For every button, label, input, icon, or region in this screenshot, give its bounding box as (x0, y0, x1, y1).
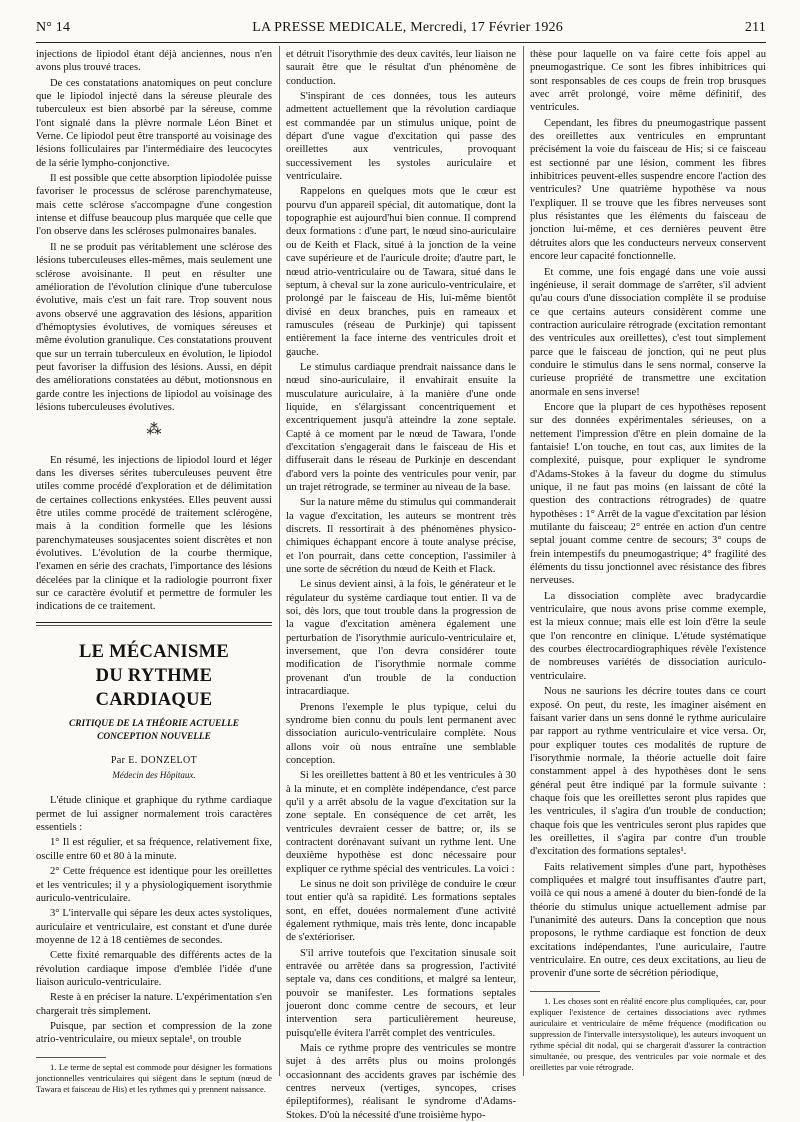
paragraph: Le sinus ne doit son privilège de conduire le cœur tout entier qu'à sa rapidité. Les formations septales sont, en effet, douées normalement d'une activité également rythmique, mais très lente, donc incapable de s'extérioriser. (286, 878, 516, 944)
paragraph: Cette fixité remarquable des différents actes de la révolution cardiaque impose d'emblée l'idée d'une liaison auriculo-ventriculaire. (36, 950, 272, 988)
footnote: 1. Le terme de septal est commode pour désigner les formations jonctionnelles ventriculaires qui siègent dans le septum (nœud de Tawara et faisceau de His) et les rythmes qui y prennent naissance. (36, 1061, 272, 1094)
paragraph: Cependant, les fibres du pneumogastrique passent des oreillettes aux ventricules en empruntant précisément la voie du faisceau de His; si ce faisceau est sectionné par une lésion, comment les fibres inhibitrices peuvent-elles suspendre encore l'action des ventricules? Une quatrième hypothèse va nous l'expliquer. Il se trouve que les fibres nerveuses sont plus résistantes que les éléments du faisceau de jonction lui-même, et ces dernières peuvent être détruites alors que les conducteurs nerveux conservent encore leur capacité fonctionnelle. (530, 117, 766, 263)
paragraph: De ces constatations anatomiques on peut conclure que le lipiodol injecté dans la séreuse pleurale des tuberculeux est bien absorbé par la séreuse, comme l'ont signalé dans la plèvre normale Léon Binet et Verne. Ce lipiodol peut être transporté au voisinage des lésions folliculaires par l'intermédiaire des leucocytes de la série lympho-conjonctive. (36, 77, 272, 169)
paragraph: Sur la nature même du stimulus qui commanderait la vague d'excitation, les auteurs se montrent très discrets. Il ressortirait à des phénomènes physico-chimiques échappant encore à toute analyse précise, et l'on pourrait, dans cette conception, l'assimiler à une sorte de sécrétion du nœud de Keith et Flack. (286, 497, 516, 576)
paragraph: Si les oreillettes battent à 80 et les ventricules à 30 à la minute, et en complète indépendance, c'est parce qu'il y a arrêt absolu de la vague d'excitation sur la zone septale. En conséquence de cet arrêt, les ventricules devraient cesser de battre; or, ils se contractent dorénavant suivant un rythme lent. Une deuxième hypothèse est donc nécessaire pour expliquer ce rythme spécial des ventricules. La voici : (286, 770, 516, 875)
article-divider-thin (36, 625, 272, 626)
paragraph: L'étude clinique et graphique du rythme cardiaque permet de lui assigner normalement trois caractères essentiels : (36, 795, 272, 834)
article-title-line-1: LE MÉCANISME (78, 641, 230, 662)
column-rule-left (279, 46, 280, 1076)
paragraph: La dissociation complète avec bradycardie ventriculaire, que nous avons prise comme exemple, est la mieux connue; mais elle est loin d'être la seule que l'on rencontre en clinique. L'étude systématique des courbes électrocardiographiques révèle l'existence de nombreuses variétés de dissociation auriculo-ventriculaire. (530, 590, 766, 682)
paragraph: injections de lipiodol étant déjà anciennes, nous n'en avons plus trouvé traces. (36, 49, 272, 74)
article-divider (36, 622, 272, 623)
paragraph: Puisque, par section et compression de la zone atrio-ventriculaire, ou mieux septale¹, on trouble (36, 1020, 272, 1046)
paragraph: 3° L'intervalle qui sépare les deux actes systoliques, auriculaire et ventriculaire, est constant et d'une durée moyenne de 12 à 18 centièmes de secondes. (36, 908, 272, 946)
paragraph: Prenons l'exemple le plus typique, celui du syndrome bien connu du pouls lent permanent avec dissociation auriculo-ventriculaire complète. Nous allons voir où nous entraîne une semblable conception. (286, 701, 516, 766)
page-number: 211 (744, 20, 766, 35)
paragraph: Et comme, une fois engagé dans une voie aussi ingénieuse, il serait dommage de s'arrêter, s'il advient qu'au cours d'une dissociation complète il se produise ce que certains auteurs considèrent comme une contraction auriculaire rétrograde (excitation remontant des ventricules aux oreillettes), c'est tout simplement parce que le faisceau de jonction, qui ne peut plus conduire le stimulus dans le sens normal, conserve la curieuse propriété de transmettre une excitation anormale en sens inverse! (530, 266, 766, 398)
paragraph: Faits relativement simples d'une part, hypothèses compliquées et malgré tout insuffisantes d'autre part, voilà ce qui nous a amené à douter du bien-fondé de la théorie du stimulus unique actuellement admise par l'unanimité des auteurs. Dans la conception que nous proposons, le rythme cardiaque est fonction de deux excitations indépendantes, l'une auriculaire, l'autre ventriculaire. En outre, ces deux excitations, au lieu de provenir d'une sorte de sécrétion périodique, (530, 861, 766, 980)
footnote: 1. Les choses sont en réalité encore plus compliquées, car, pour expliquer l'existence de certaines dissociations avec rythmes auriculaire et ventriculaire de même fréquence (modification ou suppression de l'intervalle intersystolique), les auteurs invoquent un rythme spécial dit nodal, qui se chargerait d'assurer la contraction simultanée, ou presque, des ventricules par voie normale et des oreillettes par voie rétrograde. (530, 995, 766, 1072)
running-header (36, 16, 766, 40)
column-2 (286, 48, 516, 1121)
paragraph: S'il arrive toutefois que l'excitation sinusale soit entravée ou arrêtée dans sa progression, l'activité septale va, dans ces conditions, et malgré sa lenteur, pouvoir se manifester. Les formations septales joueront donc comme centre de secours, et leur intervention sera particulièrement heureuse, puisqu'elle évitera l'arrêt complet des ventricules. (286, 947, 516, 1039)
paragraph: Encore que la plupart de ces hypothèses reposent sur des données expérimentales sérieuses, on a nettement l'impression d'être en plein domaine de la fantaisie! L'on touche, en tout cas, aux limites de la complexité, puisque, pour expliquer le syndrome d'Adams-Stokes à la faveur du dogme du stimulus unique, il ne faut pas moins (en laissant de côté la question des contractions rétrogrades) de quatre hypothèses : 1° Arrêt de la vague d'excitation par lésion mutilante du faisceau; 2° entrée en action d'un centre septal jouant comme centre de secours; 3° coups de frein intempestifs du pneumogastrique; 4° fragilité des éléments du tissu jonctionnel avec résistance des fibres nerveuses. (530, 401, 766, 587)
author-affiliation: Médecin des Hôpitaux. (112, 770, 196, 781)
paragraph: thèse pour laquelle on va faire cette fois appel au pneumogastrique. Ce sont les fibres inhibitrices qui sont responsables de ces coups de frein trop brusques avec arrêt prolongé, voire même définitif, des ventricules. (530, 49, 766, 114)
paragraph: S'inspirant de ces données, tous les auteurs admettent actuellement que la révolution cardiaque est commandée par un stimulus unique, point de départ d'une vague d'excitation qui passe des oreillettes aux ventricules, provoquant successivement les systoles auriculaire et ventriculaire. (286, 91, 516, 183)
journal-title: LA PRESSE MEDICALE, Mercredi, 17 Février 1926 (252, 20, 563, 35)
header-rule (36, 42, 766, 43)
article-author: Par E. DONZELOT (110, 754, 198, 766)
paragraph: Le stimulus cardiaque prendrait naissance dans le nœud sino-auriculaire, il envahirait ensuite la musculature auriculaire, à la manière d'une onde liquide, en s'élargissant concentriquement et excentriquement jusqu'à atteindre la zone septale. Capté à ce moment par le nœud de Tawara, l'onde d'excitation s'engagerait dans le faisceau de His et diffuserait dans le réseau de Purkinje en descendant d'abord vers la pointe des ventricules pour venir, par un trajet rétrograde, se terminer au niveau de la base. (286, 361, 516, 493)
paragraph: Il ne se produit pas véritablement une sclérose des lésions tuberculeuses elles-mêmes, mais seulement une sclérose avoisinante. Il peut en résulter une amélioration de l'évolution clinique d'une tuberculose évolutive, mais c'est un fait rare. Trop souvent nous avons observé une aggravation des lésions, apparition d'hémoptysies évolutives, de vomiques séreuses et même évolution granulique. Ces constatations prouvent que sur un terrain tuberculeux en évolution, le lipiodol peut favoriser la diffusion des lésions. Aussi, en dépit des améliorations constatées au début, motionsnous en garde contre les injections de lipiodol au voisinage des lésions tuberculeuses évolutives. (36, 241, 272, 413)
footnote-rule (36, 1057, 106, 1058)
paragraph: 1° Il est régulier, et sa fréquence, relativement fixe, oscille entre 60 et 80 à la minute. (36, 837, 272, 862)
paragraph: Il est possible que cette absorption lipiodolée puisse favoriser le processus de sclérose parenchymateuse, mais cette sclérose s'accompagne d'une congestion intense et diffuse beaucoup plus marquée que celle que l'on observe dans les scléroses pulmonaires banales. (36, 173, 272, 238)
article-title-line-2: DU RYTHME CARDIAQUE (95, 665, 213, 710)
paragraph: Reste à en préciser la nature. L'expérimentation s'en chargerait très simplement. (36, 992, 272, 1017)
column-1 (36, 48, 272, 1094)
conclusion-paragraph: En résumé, les injections de lipiodol lourd et léger dans les diverses sérites tuberculeuses peuvent être utiles comme procédé d'exploration et de délimitation de certaines collections enkystées. Elles peuvent aussi être utiles comme procédé de traitement sclérogène, mais à la condition formelle que les lésions parenchymateuses sousjacentes soient discrètes et non évolutives. L'évolution de la courbe thermique, l'examen en série des crachats, l'importance des lésions décelées par la clinique et la radiologie pourront fixer sur ce caractère évolutif et permettre de formuler les indications de ce traitement. (36, 454, 272, 613)
issue-number: N° 14 (36, 20, 71, 35)
footnote-rule (530, 991, 600, 992)
column-rule-right (523, 46, 524, 1076)
paragraph: Le sinus devient ainsi, à la fois, le générateur et le régulateur du système cardiaque tout entier. Il va de soi, dès lors, que tout trouble dans la progression de la vague d'excitation amènera également une perturbation de l'isorythmie auriculo-ventriculaire et, inversement, que l'on devra considérer toute modification de l'isorythmie normale comme provenant d'un trouble de la conduction intracardiaque. (286, 579, 516, 698)
column-3 (530, 48, 766, 1078)
paragraph: Mais ce rythme propre des ventricules se montre sujet à des arrêts plus ou moins prolongés occasionnant des accidents graves par ischémie des centres nerveux (vertiges, syncopes, crises épileptiformes), réalisant le syndrome d'Adams-Stokes. D'où la nécessité d'une troisième hypo- (286, 1043, 516, 1121)
paragraph: 2° Cette fréquence est identique pour les oreillettes et les ventricules; il y a physiologiquement isorythmie auriculo-ventriculaire. (36, 866, 272, 904)
article-subtitle-line-1: CRITIQUE DE LA THÉORIE ACTUELLE (69, 718, 239, 729)
paragraph: Rappelons en quelques mots que le cœur est pourvu d'un appareil spécial, dit automatique, dont la topographie est aujourd'hui bien connue. Il comprend deux formations : d'une part, le nœud sino-auriculaire ou de Keith et Flack, situé à la jonction de la veine cave supérieure et de l'auricule droite; d'autre part, le nœud atrio-ventriculaire ou de Tawara, situé dans le septum, à cheval sur la zone auriculo-ventriculaire, et prolongé par le faisceau de His, lui-même bientôt divisé en deux branches, puis en rameaux et ramuscules (réseau de Purkinje) qui tapissent entièrement la face interne des ventricules droit et gauche. (286, 186, 516, 358)
paragraph: Nous ne saurions les décrire toutes dans ce court exposé. On peut, du reste, les imaginer aisément en faisant varier dans un sens donné le rythme auriculaire par rapport au rythme ventriculaire et vice versa. Or, pour expliquer toutes ces modalités de rupture de l'isorythmie normale, la théorie actuelle doit faire constamment appel à des hypothèses dont le sens général peut être indiqué par la formule suivante : chaque fois que les oreillettes seront plus rapides que les ventricules, il s'agira d'un trouble de conduction; chaque fois que les ventricules seront plus rapides que les oreillettes, il s'agira par contre d'un trouble d'excitation des formations septales¹. (530, 686, 766, 858)
article-subtitle-line-2: CONCEPTION NOUVELLE (97, 731, 211, 742)
paragraph: et détruit l'isorythmie des deux cavités, leur liaison ne saurait être que le résultat d'un phénomène de conduction. (286, 49, 516, 87)
section-separator: ⁂ (146, 422, 162, 439)
